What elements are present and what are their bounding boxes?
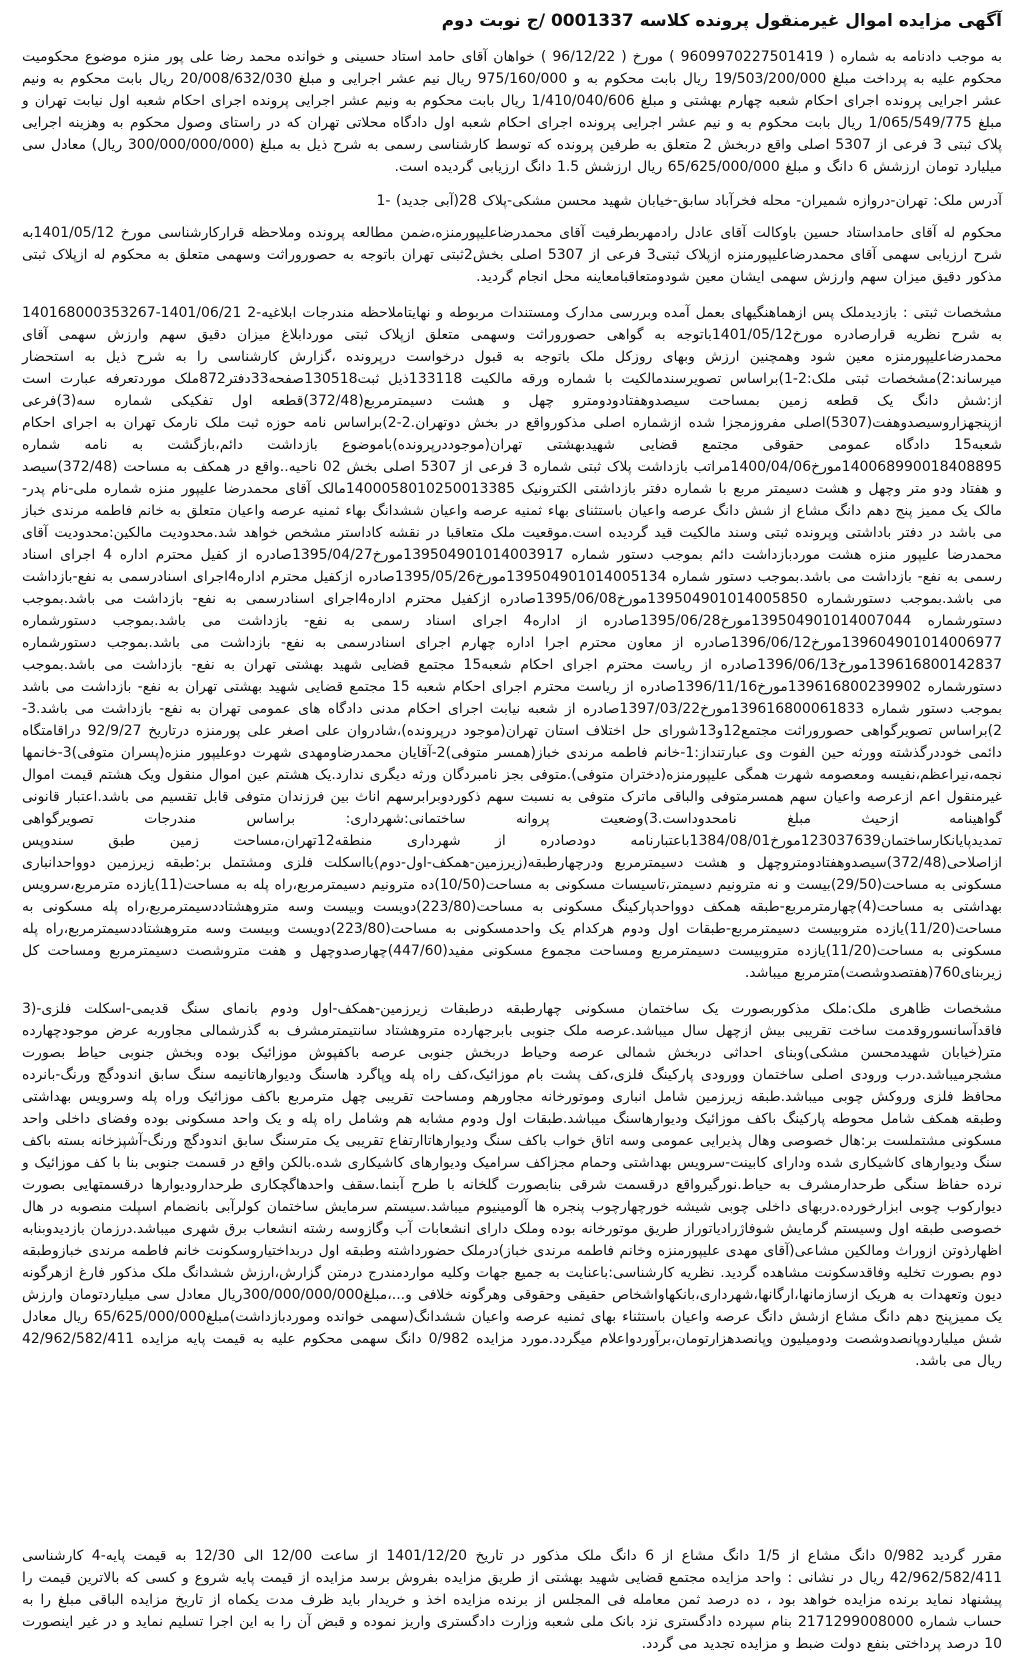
ruling-paragraph: محکوم له آقای حامداستاد حسین باوکالت آقای عادل رادمهربطرفیت آقای محمدرضاعلیپورمنزه،ضمن مطالعه پرونده وملاحظه قرارکارشناسی مورخ 1401/05/12به شرح ارزیابی سهمی آقای محمدرضاعلیپورمنزه ازپلاک ثبتی3 فرعی از 5307 اصلی بخش2ثبتی تهران باتوجه به حصوروراثت وسهمی متعلق به محکوم له ازپلاک ثبتی مذکور دقیق میزان سهم وارزش سهمی ایشان معین شودومتعاقبامعاینه محل انجام گردید. bbox=[22, 225, 1002, 286]
physical-details: مشخصات ظاهری ملک:ملک مذکوربصورت یک ساختمان مسکونی چهارطبقه درطبقات زیرزمین-همکف-اول ودوم بانمای سنگ قدیمی-اسکلت فلزی-(3 فاقدآسانسوروقدمت ساخت تقریبی بیش ازچهل سال میباشد.عرصه ملک جنوبی بابرجهارده متروهشتاد سانتیمترمشرف به گذرشمالی مجاوربه عرض موجودچهارده متر(خیابان شهیدمحسن مشکی)وبنای احداثی دربخش شمالی عرصه وحیاط دربخش جنوبی عرصه باکفپوش موزائیک بوده وبخش جنوبی حیاط بصورت مشجرمیباشد.درب ورودی اصلی ساختمان وورودی پارکینگ فلزی،کف پشت بام موزائیک،کف راه پله وپاگرد هاسنگ ودیوارهاتانیمه سنگ سابق اندودگچ ورنگ-بانرده محافظ فلزی وروکش چوبی میباشد.طبقه زیرزمین شامل انباری وموتورخانه مجاورهم ومساحت تقریبی چهل مترمربع باکف موزائیک وراه پله وسرویس بهداشتی وطبقه همکف شامل محوطه پارکینگ باکف موزائیک ودیوارهاسنگ میباشد.طبقات اول ودوم مشابه هم وشامل راه پله و یک واحد مسکونی بوده وفضای داخلی واحد مسکونی مشتملست بر:هال خصوصی وهال پذیرایی عمومی وسه اتاق خواب باکف سنگ ودیوارهاتاارتفاع تقریبی یک مترسنگ سابق اندودگچ ورنگ-آشپزخانه بسته باکف سنگ ودیوارهای کاشیکاری شده ودارای کابینت-سرویس بهداشتی وحمام مجزاکف سرامیک ودیوارهای کاشیکاری شده.بالکن واقع در قسمت جنوبی بنا با کف موزائیک و نرده حفاظ سنگی طرحدارمشرف به حیاط.نورگیرواقع درقسمت شرقی بنابصورت گلخانه با طرح آبنما.سقف واحدهاگچکاری طرحدارودیوارها درقسمتهایی بصورت دیوارکوب چوبی ابزارخورده.دربهای داخلی چوبی شیشه خورچهارچوب پنجره ها آلومینیوم میباشد.سیستم سرمایش ساختمان کولرآبی بانضمام اسپلت منصوبه در هال خصوصی طبقه اول وسیستم گرمایش شوفاژرادیاتوراز طریق موتورخانه بوده وملک دارای انشعابات آب وگازوسه رشته انشعاب برق شهری میباشد.درزمان بازدیدوبنابه اظهارذوتن ازوراث ومالکین مشاعی(آقای مهدی علیپورمنزه وخانم فاطمه مرندی خباز)درملک حضورداشته وطبقه اول دربداختیاروسکونت خانم فاطمه مرندی خبازوطبقه دوم بصورت تخلیه وفاقدسکونت مشاهده گردید. نظریه کارشناسی:باعنایت به جمیع جهات وکلیه مواردمندرج درمتن گزارش،ارزش ششدانگ ملک مذکور فارغ ازهرگونه دیون وتعهدات به هریک ازسازمانها،ارگانها،شهرداری،بانکهاواشخاص حقیقی وحقوقی وهرگونه خلافی و...،مبلغ300/000/000/000ریال معادل سی میلیاردتومان وارزش یک ممیزپنج دهم دانگ مشاع ازشش دانگ عرصه واعیان باستثناء بهای ثمنیه عرصه واعیان ششدانگ(سهمی خوانده وموردبازداشت)مبلغ65/625/000/000 ریال معادل شش میلیاردوپانصدوشصت ودومیلیون وپانصدهزارتومان،برآوردواعلام میگردد.مورد مزایده 0/982 دانگ سهمی محکوم علیه به قیمت پایه مزایده 42/962/582/411 ریال می باشد. bbox=[22, 1001, 1002, 1370]
intro-paragraph: به موجب دادنامه به شماره ( 9609970227501419 ) مورخ ( 96/12/22 ) خواهان آقای حامد استاد حسینی و خوانده محمد رضا علی پور منزه موضوع محکومیت محکوم علیه به پرداخت مبلغ 19/503/200/000 ریال بابت محکوم به و 975/160/000 ریال نیم عشر اجرایی و مبلغ 20/008/632/030 ریال بابت محکوم به ونیم عشر اجرایی پرونده اجرای احکام شعبه چهارم بهشتی و مبلغ 1/410/040/606 ریال بابت محکوم به ونیم عشر اجرایی پرونده اجرای احکام شعبه اول نیابت تهران و مبلغ 1/065/549/775 ریال بابت محکوم به و نیم عشر اجرایی پرونده اجرای احکام شعبه اول دادگاه محلاتی تهران که در راستای وصول محکوم به وهزینه اجرایی پلاک ثبتی 3 فرعی از 5307 اصلی واقع دربخش 2 متعلق به طرفین پرونده که توسط کارشناسی رسمی به شرح ذیل به مبلغ (300/000/000/000 ریال) معادل سی میلیارد تومان ارزشش 6 دانگ و مبلغ 65/625/000/000 ریال ارزشش 1.5 دانگ ارزیابی گردیده است. bbox=[22, 49, 1003, 176]
auction-terms: مقرر گردید 0/982 دانگ مشاع از 1/5 دانگ مشاع از 6 دانگ ملک مذکور در تاریخ 1401/12/20 از ساعت 12/00 الی 12/30 به قیمت پایه-4 کارشناسی 42/962/582/411 ریال در نشانی : واحد مزایده مجتمع قضایی شهید بهشتی از طریق مزایده بفروش برسد مزایده از قیمت پایه شروع و کسی که بالاترین قیمت را پیشنهاد نماید برنده مزایده خواهد بود ، ده درصد ثمن معامله فی المجلس از برنده مزایده اخذ و خریدار باید ظرف مدت یکماه از تاریخ مزایده الباقی مبلغ را به حساب شماره 2171299008000 بنام سپرده دادگستری نزد بانک ملی شعبه وزارت دادگستری واریز نموده و قبض آن را به این اجرا تسلیم نماید و در غیر اینصورت 10 درصد پرداختی بنفع دولت ضبط و مزایده تجدید می گردد. bbox=[22, 1548, 1003, 1652]
registry-details: مشخصات ثبتی : بازدیدملک پس ازهماهنگیهای بعمل آمده وبررسی مدارک ومستندات مربوطه و نهایتاملاحظه مندرجات ابلاغیه-2 1401/06/21-140168000353267 به شرح نظریه قرارصادره مورخ1401/05/12باتوجه به گواهی حصوروراثت وسهمی متعلق ازپلاک ثبتی موردابلاغ میزان دقیق سهم وارزش سهمی آقای محمدرضاعلیپورمنزه معین شود وهمچنین ارزش وبهای روزکل ملک باتوجه به قبول درخواست درپرونده ،گزارش کارشناسی را به شرح ذیل به استحضار میرساند:2)مشخصات ثبتی ملک:2-1)براساس تصویرسندمالکیت با شماره ورقه مالکیت 133118ذیل ثبت130518صفحه33دفتر872ملک موردتعرفه عبارت است از:شش دانگ یک قطعه زمین بمساحت سیصدوهفتادودومترو چهل و هشت دسیمترمربع(372/48)قطعه اول تفکیکی شماره سه(3)فرعی ازپنجهزاروسیصدوهفت(5307)اصلی مفروزمجزا شده ازشماره اصلی مذکورواقع در بخش دوتهران.2-2)براساس نامه حوزه ثبت ملک نارمک تهران به اجرای احکام شعبه15 دادگاه عمومی حقوقی مجتمع قضایی شهیدبهشتی تهران(موجوددرپرونده)باموضوع بازداشت دائم،بازگشت به نامه شماره 140068990018408895مورخ1400/04/06مراتب بازداشت پلاک ثبتی شماره 3 فرعی از 5307 اصلی بخش 02 ناحیه..واقع در همکف به مساحت (372/48)سیصد و هفتاد ودو متر وچهل و هشت دسیمتر مربع با شماره دفتر بازداشتی الکترونیک 1400058010250013385مالک آقای محمدرضا علیپور منزه شماره ملی-نام پدر- مالک یک ممیز پنج دهم دانگ مشاع از شش دانگ عرصه واعیان باستثنای بهاء ثمنیه عرصه واعیان ششدانگ بهاء ثمنیه عرصه واعیان متعلق به خانم فاطمه مرندی خباز می باشد در دفتر باداشتی وپرونده ثبتی وسند مالکیت قید گردیده است.موقعیت ملک متعاقبا در نقشه کاداستر مشخص خواهد شد.محدودیت مالکین:محدودیت آقای محمدرضا علیپور منزه هشت موردبازداشت دائم بموجب دستور شماره 139504901014003917مورخ1395/04/27صادره از کفیل محترم اداره 4 اجرای اسناد رسمی به نفع- بازداشت می باشد.بموجب دستور شماره 139504901014005134مورخ1395/05/26صادره ازکفیل محترم اداره4اجرای اسنادرسمی به نفع-بازداشت می باشد.بموجب دستورشماره 139504901014005850مورخ1395/06/08صادره ازکفیل محترم اداره4اجرای اسنادرسمی به نفع- بازداشت می باشد.بموجب دستورشماره 139504901014007044مورخ1395/06/28صادره از اداره4 اجرای اسناد رسمی به نفع- بازداشت می باشد.بموجب دستورشماره 139604901014006977مورخ1396/06/12صادره از معاون محترم اجرا اداره چهارم اجرای اسنادرسمی به نفع- بازداشت می باشد.بموجب دستورشماره 139616800142837مورخ1396/06/13صادره از ریاست محترم اجرای احکام شعبه15 مجتمع قضایی شهید بهشتی تهران به نفع- بازداشت می باشد.بموجب دستورشماره 139616800239902مورخ1396/11/16صادره از ریاست محترم اجرای احکام شعبه 15 مجتمع قضایی شهید بهشتی تهران به نفع- بازداشت می باشد بموجب دستور شماره 139616800061833مورخ1397/03/22صادره از شعبه نیابت اجرای احکام مدنی دادگاه های عمومی تهران به نفع- بازداشت می باشد.3-2)براساس تصویرگواهی حصوروراثت مجتمع12و13شورای حل اختلاف استان تهران(موجود درپرونده)،شادروان علی اصغر علی پورمنزه درتاریخ 92/9/27 دراقامتگاه دائمی خوددرگذشته وورثه حین الفوت وی عبارتنداز:1-خانم فاطمه مرندی خباز(همسر متوفی)2-آقایان محمدرضاومهدی شهرت دوعلیپور منزه(پسران متوفی)3-خانمها نجمه،نیراعظم،نفیسه ومعصومه شهرت همگی علیپورمنزه(دختران متوفی).متوفی بجز نامبردگان ورثه دیگری ندارد.یک هشتم عین اموال منقول ویک هشتم قیمت اموال غیرمنقول اعم ازعرصه واعیان سهم همسرمتوفی والباقی ماترک متوفی به نسبت سهم ذکوردوبرابرسهم اناث بین فرزندان متوفی قابل تقسیم می باشد.اعتبار قانونی گواهینامه ازحیث مبلغ نامحدوداست.3)وضعیت پروانه ساختمانی:شهرداری: براساس مندرجات تصویرگواهی تمدیدپایانکارساختمان123037639مورخ1384/08/01باعتبارنامه دودصادره از شهرداری منطقه12تهران،مساحت زمین طبق سندوپس ازاصلاحی(372/48)سیصدوهفتادومتروچهل و هشت دسیمترمربع ودرچهارطبقه(زیرزمین-همکف-اول-دوم)بااسکلت فلزی ومشتمل بر:طبقه زیرزمین دوواحدانباری مسکونی به مساحت(29/50)بیست و نه مترونیم دسیمتر،تاسیسات مسکونی به مساحت(10/50)ده مترونیم دسیمترمربع،راه پله به مساحت(11)یازده مترمربع،سرویس بهداشتی به مساحت(4)چهارمترمربع-طبقه همکف دوواحدپارکینگ مسکونی به مساحت(223/80)دویست وبیست وسه متروهشتاددسیمترمربع،راه پله مسکونی به مساحت(11/20)یازده متروبیست دسیمترمربع-طبقات اول ودوم هرکدام یک واحدمسکونی به مساحت(223/80)دویست وبیست وسه متروهشتاددسیمترمربع،راه پله مسکونی به مساحت(11/20)یازده متروبیست دسیمترمربع ومساحت مجموع مسکونی مفید(447/60)چهارصدوچهل و هفت متروشصت دسیمترمربع ومساحت کل زیربنای760(هفتصدوشصت)مترمربع میباشد. bbox=[22, 305, 1003, 982]
notice-title: آگهی مزایده اموال غیرمنقول پرونده کلاسه 0001337 /ج نوبت دوم bbox=[441, 11, 1002, 31]
property-address: آدرس ملک: تهران-دروازه شمیران- محله فخرآباد سابق-خیابان شهید محسن مشکی-پلاک 28(آبی جدید) -1 bbox=[376, 193, 1002, 210]
